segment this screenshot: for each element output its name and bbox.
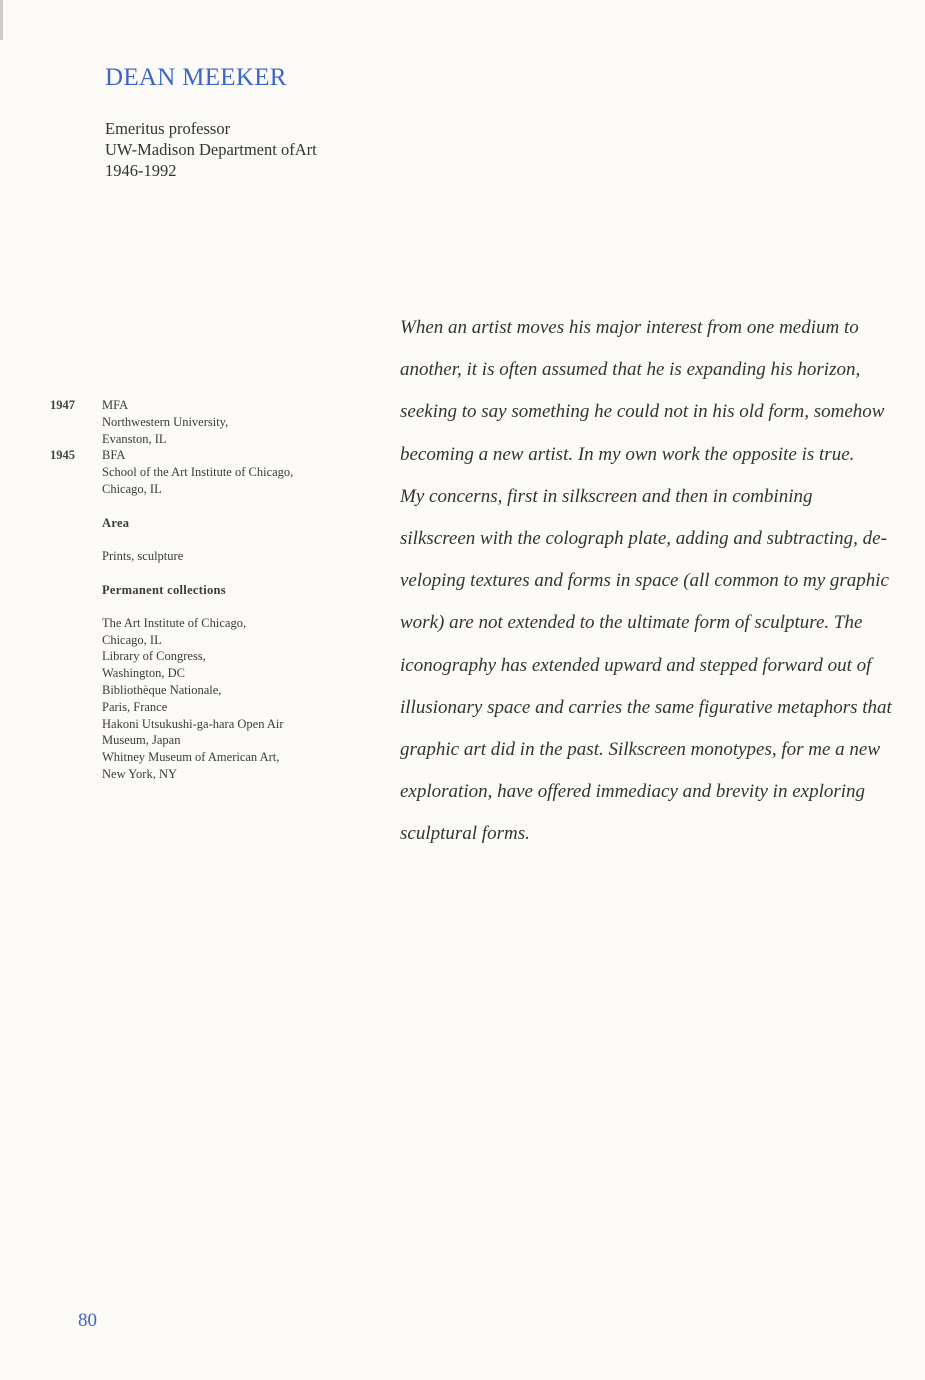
collections-heading: Permanent collections xyxy=(102,583,226,597)
education-entry xyxy=(50,447,350,497)
education-degree: MFA xyxy=(102,398,129,412)
education-year: 1945 xyxy=(50,448,75,463)
collection-line: Bibliothèque Nationale, xyxy=(102,682,222,697)
education-details xyxy=(102,447,293,497)
statement-line: veloping textures and forms in space (all common to my graphic xyxy=(400,570,889,592)
education-entry xyxy=(50,397,350,447)
page-edge-mark xyxy=(0,0,3,40)
title-line: 1946-1992 xyxy=(105,161,177,180)
title-line: Emeritus professor xyxy=(105,119,231,138)
education-details xyxy=(102,397,228,447)
collection-line: Library of Congress, xyxy=(102,649,206,664)
statement-line: seeking to say something he could not in his old form, somehow xyxy=(400,401,885,423)
statement-line: work) are not extended to the ultimate form of sculpture. The xyxy=(400,612,863,634)
statement-line: graphic art did in the past. Silkscreen monotypes, for me a new xyxy=(400,739,881,761)
statement-line: My concerns, first in silkscreen and then in combining xyxy=(400,485,813,507)
statement-line: silkscreen with the colograph plate, adding and subtracting, de- xyxy=(400,528,887,550)
title-line: UW-Madison Department ofArt xyxy=(105,140,317,159)
education-school: Northwestern University, xyxy=(102,414,229,429)
education-year: 1947 xyxy=(50,398,75,412)
area-section xyxy=(102,515,382,565)
collection-line: Washington, DC xyxy=(102,666,186,681)
collection-line: New York, NY xyxy=(102,766,178,781)
statement-line: sculptural forms. xyxy=(400,823,530,845)
statement-line: exploration, have offered immediacy and brevity in exploring xyxy=(400,781,866,803)
collection-line: Hakoni Utsukushi-ga-hara Open Air xyxy=(102,716,284,731)
statement-line: When an artist moves his major interest from one medium to xyxy=(400,317,859,338)
artist-title-block xyxy=(105,118,317,181)
education-list xyxy=(50,397,350,498)
statement-line: iconography has extended upward and stepped forward out of xyxy=(400,654,872,676)
education-degree: BFA xyxy=(102,448,126,463)
education-location: Chicago, IL xyxy=(102,481,162,496)
artist-statement xyxy=(400,307,915,856)
education-school: School of the Art Institute of Chicago, xyxy=(102,465,294,480)
collections-section xyxy=(102,582,382,783)
collection-line: Paris, France xyxy=(102,699,168,714)
statement-line: another, it is often assumed that he is expanding his horizon, xyxy=(400,359,861,381)
statement-line: becoming a new artist. In my own work the opposite is true. xyxy=(400,443,855,465)
collection-line: Museum, Japan xyxy=(102,733,181,748)
collection-line: Chicago, IL xyxy=(102,632,162,647)
area-value: Prints, sculpture xyxy=(102,548,184,563)
artist-name: DEAN MEEKER xyxy=(105,64,287,91)
area-heading: Area xyxy=(102,516,130,530)
collection-line: The Art Institute of Chicago, xyxy=(102,615,247,630)
page-number: 80 xyxy=(78,1310,97,1331)
statement-line: illusionary space and carries the same figurative metaphors that xyxy=(400,696,892,718)
education-location: Evanston, IL xyxy=(102,431,167,446)
collection-line: Whitney Museum of American Art, xyxy=(102,750,280,765)
